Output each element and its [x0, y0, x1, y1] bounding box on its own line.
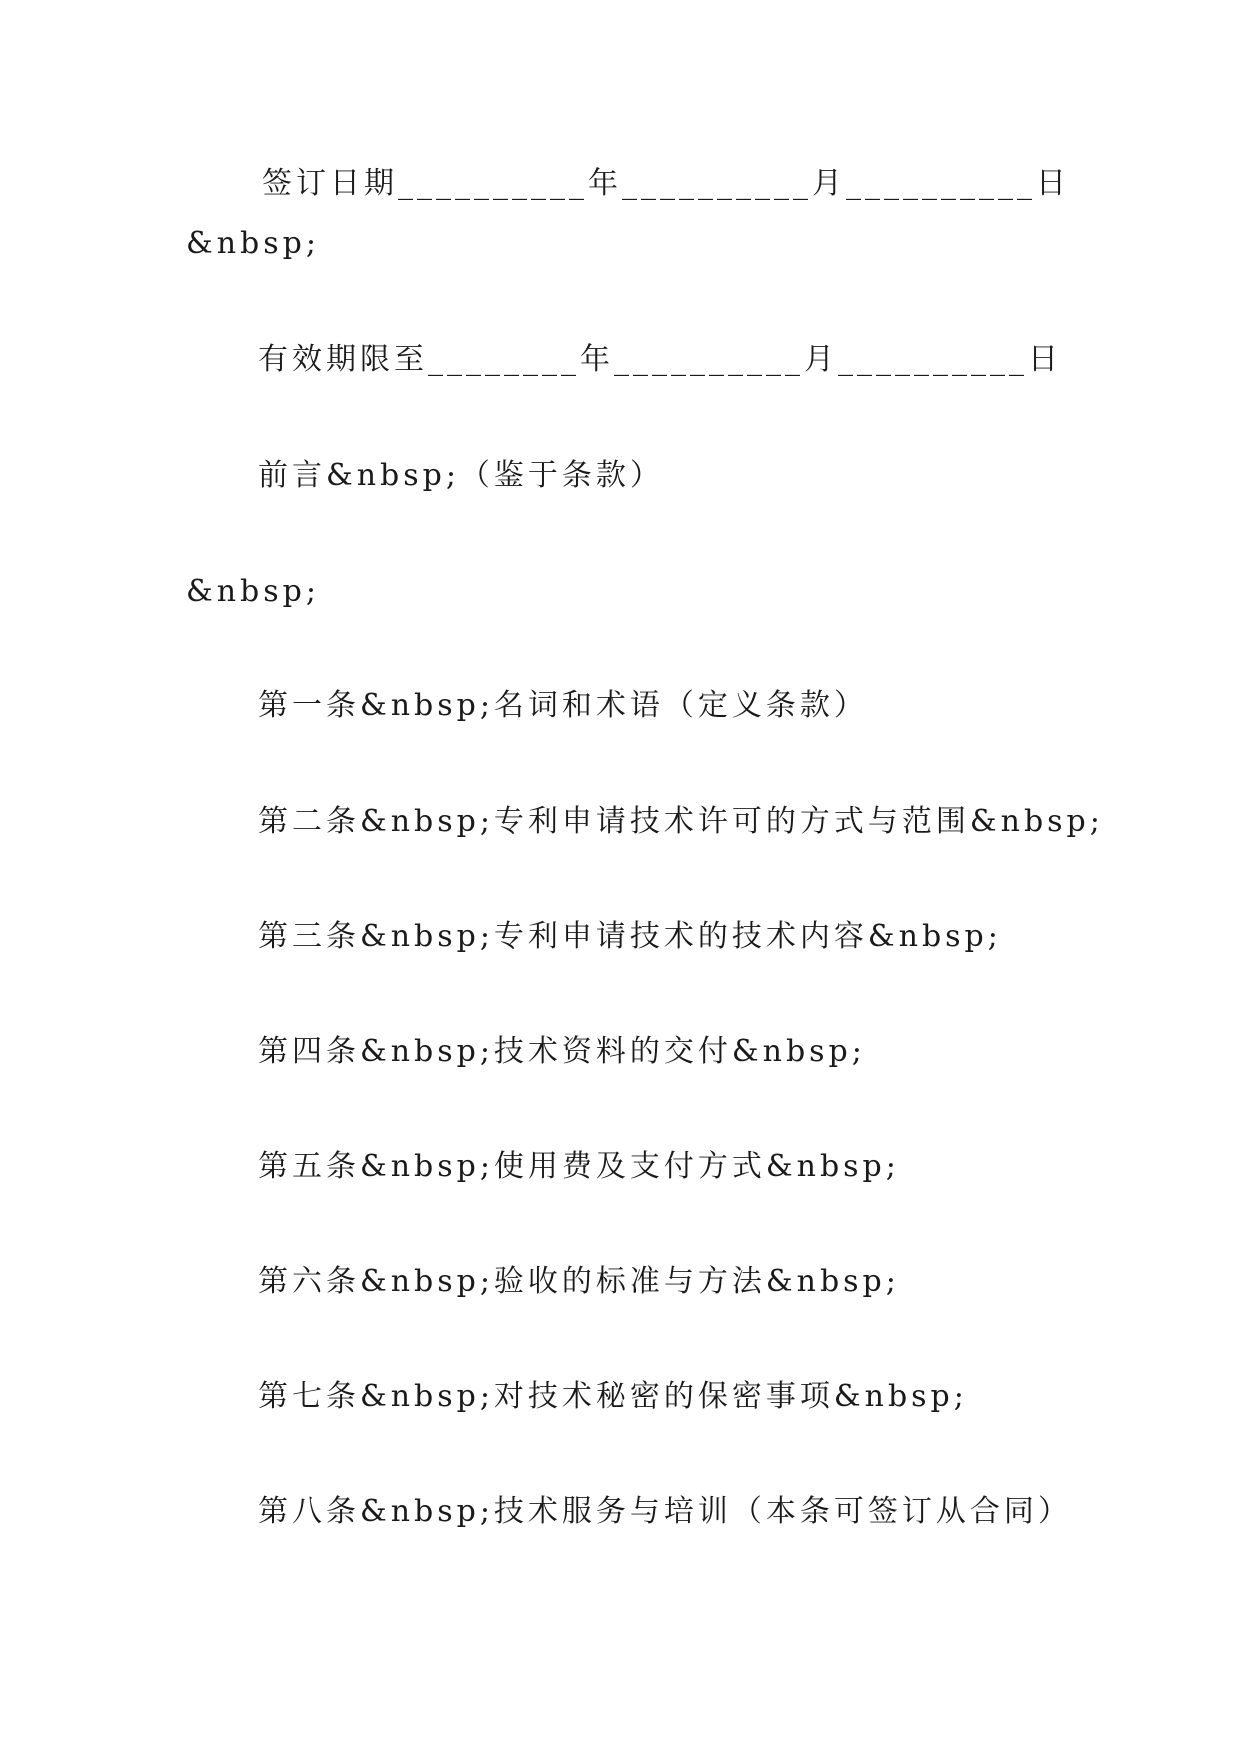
blank-line: &nbsp;	[186, 574, 320, 609]
signing-date-line: 签订日期__________年__________月__________日	[262, 166, 1070, 201]
blank-line: &nbsp;	[186, 226, 320, 261]
article-line: 第六条&nbsp;验收的标准与方法&nbsp;	[258, 1264, 900, 1299]
preamble-line: 前言&nbsp;（鉴于条款）	[258, 458, 664, 493]
article-line: 第二条&nbsp;专利申请技术许可的方式与范围&nbsp;	[258, 804, 1104, 839]
article-line: 第八条&nbsp;技术服务与培训（本条可签订从合同）	[258, 1494, 1072, 1529]
article-line: 第七条&nbsp;对技术秘密的保密事项&nbsp;	[258, 1379, 968, 1414]
article-line: 第三条&nbsp;专利申请技术的技术内容&nbsp;	[258, 919, 1002, 954]
validity-line: 有效期限至________年__________月__________日	[258, 342, 1062, 377]
article-line: 第一条&nbsp;名词和术语（定义条款）	[258, 688, 868, 723]
article-line: 第五条&nbsp;使用费及支付方式&nbsp;	[258, 1149, 900, 1184]
article-line: 第四条&nbsp;技术资料的交付&nbsp;	[258, 1034, 866, 1069]
